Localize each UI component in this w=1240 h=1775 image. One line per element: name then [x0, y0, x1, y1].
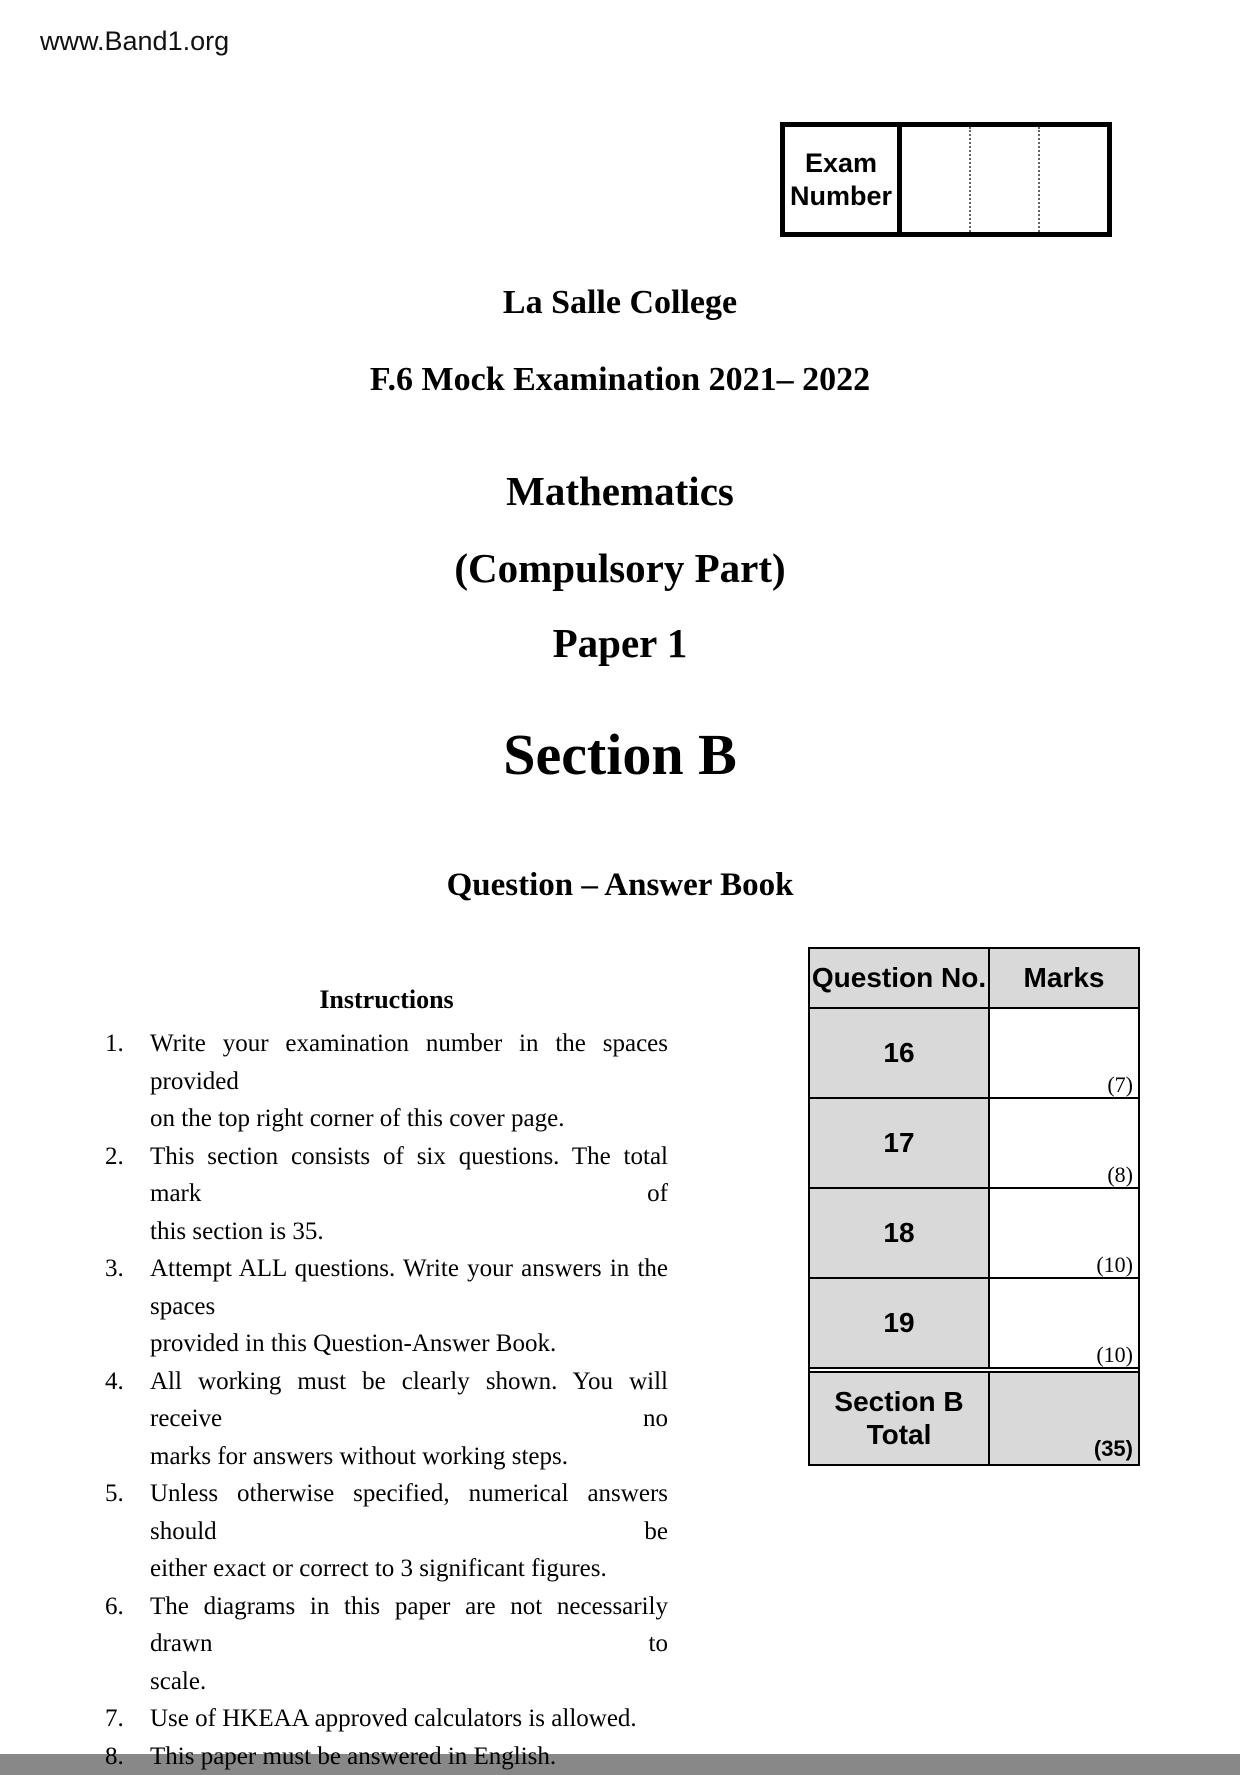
- instruction-text: [150, 1700, 668, 1738]
- instruction-line: this section is 35.: [150, 1213, 668, 1251]
- instruction-item: [105, 1025, 668, 1138]
- marks-table-row: [810, 1099, 1138, 1189]
- marks-cell: [990, 1279, 1138, 1367]
- instruction-item: [105, 1738, 668, 1775]
- instruction-number: 5.: [105, 1475, 124, 1513]
- marks-table-body: [810, 1009, 1138, 1369]
- instruction-text: [150, 1363, 668, 1476]
- marks-table-row: [810, 1189, 1138, 1279]
- instruction-line: This section consists of six questions. The total mark of: [150, 1138, 668, 1213]
- instruction-line: Use of HKEAA approved calculators is allowed.: [150, 1700, 668, 1738]
- instruction-text: [150, 1475, 668, 1588]
- instruction-text: [150, 1588, 668, 1701]
- instruction-line: This paper must be answered in English.: [150, 1738, 668, 1775]
- exam-number-cells: [902, 127, 1107, 232]
- instruction-line: on the top right corner of this cover page.: [150, 1100, 668, 1138]
- instruction-number: 4.: [105, 1363, 124, 1401]
- instruction-item: [105, 1475, 668, 1588]
- instruction-item: [105, 1363, 668, 1476]
- marks-cell: [990, 1099, 1138, 1187]
- marks-table-row: [810, 1279, 1138, 1369]
- marks-cell: [990, 1189, 1138, 1277]
- instruction-line: The diagrams in this paper are not necessarily drawn to: [150, 1588, 668, 1663]
- instruction-number: 7.: [105, 1700, 124, 1738]
- paper-number: Paper 1: [0, 619, 1240, 667]
- instruction-line: Write your examination number in the spaces provided: [150, 1025, 668, 1100]
- exam-number-cell: [1038, 127, 1107, 232]
- instruction-number: 1.: [105, 1025, 124, 1063]
- instructions-section: [105, 985, 668, 1775]
- instruction-line: All working must be clearly shown. You will receive no: [150, 1363, 668, 1438]
- instruction-line: provided in this Question-Answer Book.: [150, 1325, 668, 1363]
- marks-cell: [990, 1009, 1138, 1097]
- marks-table-row: [810, 1009, 1138, 1099]
- section-total-max-marks: (35): [1094, 1436, 1133, 1462]
- watermark-url: www.Band1.org: [40, 26, 229, 57]
- marks-table-header-row: [810, 949, 1138, 1009]
- instructions-list: [105, 1025, 668, 1775]
- instruction-item: [105, 1700, 668, 1738]
- max-marks-label: (8): [1107, 1162, 1133, 1188]
- instruction-line: scale.: [150, 1663, 668, 1701]
- section-total-label: Section B Total: [810, 1373, 990, 1464]
- instruction-line: either exact or correct to 3 significant figures.: [150, 1550, 668, 1588]
- instruction-line: Unless otherwise specified, numerical answers should be: [150, 1475, 668, 1550]
- exam-number-label: Exam Number: [785, 127, 902, 232]
- max-marks-label: (7): [1107, 1072, 1133, 1098]
- instruction-number: 3.: [105, 1250, 124, 1288]
- instructions-title: Instructions: [105, 985, 668, 1015]
- section-total-marks-cell: [990, 1373, 1138, 1464]
- section-title: Section B: [0, 721, 1240, 788]
- instruction-text: [150, 1250, 668, 1363]
- instruction-text: [150, 1738, 668, 1775]
- question-no-cell: 18: [810, 1189, 990, 1277]
- school-name: La Salle College: [0, 284, 1240, 322]
- subject-part: (Compulsory Part): [0, 544, 1240, 592]
- max-marks-label: (10): [1096, 1342, 1133, 1368]
- instruction-line: Attempt ALL questions. Write your answers in the spaces: [150, 1250, 668, 1325]
- question-no-cell: 17: [810, 1099, 990, 1187]
- instruction-number: 6.: [105, 1588, 124, 1626]
- instruction-number: 2.: [105, 1138, 124, 1176]
- exam-number-cell: [969, 127, 1038, 232]
- section-total-row: [810, 1371, 1138, 1464]
- subject-title: Mathematics: [0, 467, 1240, 515]
- exam-number-box: [780, 122, 1112, 237]
- question-no-cell: 19: [810, 1279, 990, 1367]
- question-no-cell: 16: [810, 1009, 990, 1097]
- instruction-item: [105, 1250, 668, 1363]
- max-marks-label: (10): [1096, 1252, 1133, 1278]
- instruction-text: [150, 1138, 668, 1251]
- book-type-title: Question – Answer Book: [0, 867, 1240, 904]
- exam-number-cell: [902, 127, 969, 232]
- instruction-item: [105, 1138, 668, 1251]
- marks-table: [808, 947, 1140, 1466]
- instruction-line: marks for answers without working steps.: [150, 1438, 668, 1476]
- marks-header: Marks: [990, 949, 1138, 1007]
- exam-session: F.6 Mock Examination 2021– 2022: [0, 361, 1240, 399]
- question-no-header: Question No.: [810, 949, 990, 1007]
- instruction-item: [105, 1588, 668, 1701]
- instruction-text: [150, 1025, 668, 1138]
- instruction-number: 8.: [105, 1738, 124, 1775]
